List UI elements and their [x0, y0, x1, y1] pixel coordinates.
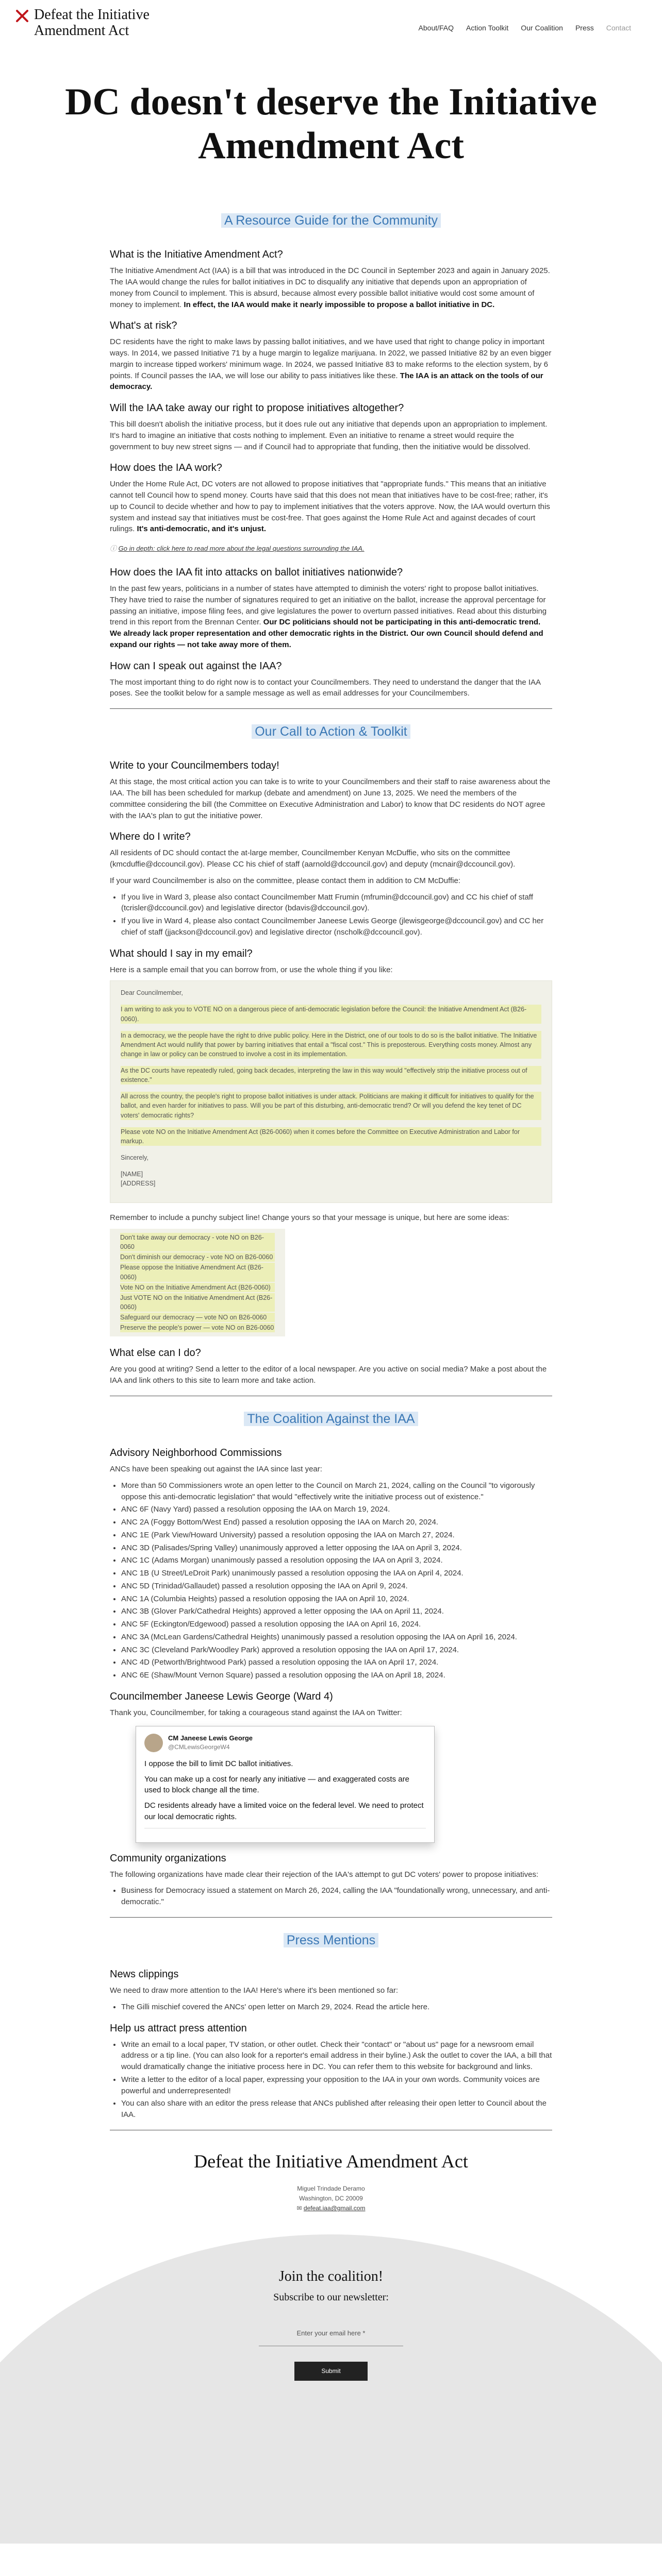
heading-speak-out: How can I speak out against the IAA?: [110, 660, 282, 672]
paragraph: At this stage, the most critical action you can take is to write to your Councilmembers and their staff to raise awareness about the IAA. The bill has been scheduled for markup (debate and amendment) on June 13, 2025. We need the members of the committee considering the bill (the Committee on Executive Administration and Labor) to know that DC residents do NOT agree with the IAA's plan to gut the initiative power.: [110, 777, 551, 820]
nav-coalition[interactable]: Our Coalition: [521, 24, 563, 32]
avatar: [144, 1734, 163, 1752]
tweet-text: You can make up a cost for nearly any initiative — and exaggerated costs are used to block change all the time.: [144, 1774, 409, 1795]
paragraph: The most important thing to do right now is to contact your Councilmembers. They need to understand the danger that the IAA poses. See the toolkit below for a sample message as well as email addresses for your Councilmembers.: [110, 677, 541, 698]
heading-whats-at-risk: What's at risk?: [110, 320, 177, 332]
x-mark-icon: [15, 9, 29, 23]
join-heading: Join the coalition!: [278, 2268, 384, 2284]
section-banner-guide: A Resource Guide for the Community: [110, 211, 552, 230]
letter-line: Please vote NO on the Initiative Amendment Act (B26-0060) when it comes before the Committee on Executive Administration and Labor for markup.: [121, 1127, 541, 1146]
list-item: • You can also share with an editor the press release that ANCs published after releasing their open letter to Council about the IAA.: [121, 2098, 552, 2121]
heading-cm-george: Councilmember Janeese Lewis George (Ward 4): [110, 1690, 333, 1702]
site-header: [0, 0, 662, 77]
paragraph: If your ward Councilmember is also on the committee, please contact them in addition to CM McDuffie:: [110, 876, 461, 885]
main-nav: [419, 23, 631, 77]
nav-press[interactable]: Press: [575, 24, 594, 32]
tweet-text: DC residents already have a limited voice on the federal level. We need to protect our local democratic rights.: [144, 1801, 424, 1821]
heading-take-away-right: Will the IAA take away our right to propose initiatives altogether?: [110, 402, 404, 414]
subject-line: Just VOTE NO on the Initiative Amendment Act (B26-0060): [120, 1293, 275, 1312]
list-item: • ANC 1C (Adams Morgan) unanimously passed a resolution opposing the IAA on April 3, 2024.: [121, 1555, 552, 1566]
letter-line: As the DC courts have repeatedly ruled, going back decades, interpreting the law in this way would "effectively strip the initiative process out of existence.": [121, 1066, 541, 1084]
sample-email: [110, 980, 552, 1203]
letter-line: [NAME] [ADDRESS]: [121, 1171, 156, 1188]
heading-where-write: Where do I write?: [110, 831, 191, 843]
main-content: [110, 211, 552, 2130]
letter-line: All across the country, the people's right to propose ballot initiatives is under attack. Politicians are making it difficult for initiatives to qualify for the ballot, and even harder for initiatives to pass. Will you be part of this disturbing, anti-democratic trend? Or will you defend the key tenet of DC voters' democratic rights?: [121, 1092, 541, 1120]
tips-list: [121, 2039, 552, 2121]
letter-line: Sincerely,: [121, 1154, 148, 1161]
heading-what-else: What else can I do?: [110, 1347, 201, 1359]
divider: [110, 708, 552, 709]
subject-line: Please oppose the Initiative Amendment Act (B26-0060): [120, 1263, 275, 1281]
heading-how-iaa-works: How does the IAA work?: [110, 462, 222, 474]
list-item: • ANC 2A (Foggy Bottom/West End) passed a resolution opposing the IAA on March 20, 2024.: [121, 1517, 552, 1528]
mail-icon: ✉: [296, 2205, 302, 2212]
paragraph: Are you good at writing? Send a letter to the editor of a local newspaper. Are you active on social media? Make a post about the IAA and link others to this site to learn more and take action.: [110, 1365, 547, 1385]
list-item: • ANC 1B (U Street/LeDroit Park) unanimously passed a resolution opposing the IAA on April 4, 2024.: [121, 1568, 552, 1579]
subject-line: Don't diminish our democracy - vote NO on B26-0060: [120, 1252, 275, 1262]
list-item: • ANC 3D (Palisades/Spring Valley) unanimously approved a letter opposing the IAA on April 3, 2024.: [121, 1543, 552, 1554]
section-banner-action: Our Call to Action & Toolkit: [110, 722, 552, 741]
paragraph: All residents of DC should contact the at-large member, Councilmember Kenyan McDuffie, who sits on the committee (kmcduffie@dccouncil.gov). Please CC his chief of staff (aarnold@dccouncil.gov) and deputy (mcnair@dccouncil.gov).: [110, 849, 516, 869]
subject-ideas: [110, 1229, 285, 1336]
footer-title: Defeat the Initiative Amendment Act: [194, 2150, 468, 2172]
paragraph: Remember to include a punchy subject line! Change yours so that your message is unique, but here are some ideas:: [110, 1213, 509, 1223]
list-item: • More than 50 Commissioners wrote an open letter to the Council on March 21, 2024, calling on the Council "to vigorously oppose this anti-democratic legislation" that would "effectively write the initiative process out of existence.": [121, 1480, 552, 1503]
list-item: • ANC 5F (Eckington/Edgewood) passed a resolution opposing the IAA on April 16, 2024.: [121, 1619, 552, 1630]
list-item: • ANC 3C (Cleveland Park/Woodley Park) approved a resolution opposing the IAA on April 17, 2024.: [121, 1645, 552, 1656]
heading-help-press: Help us attract press attention: [110, 2022, 247, 2034]
embedded-tweet[interactable]: [136, 1726, 435, 1843]
newsletter-section: [0, 2234, 662, 2544]
email-label: Enter your email here *: [296, 2329, 366, 2337]
clippings-list: [121, 2002, 552, 2013]
list-item: • Write a letter to the editor of a local paper, expressing your opposition to the IAA in your own words. Community voices are powerful and underrepresented!: [121, 2074, 552, 2097]
logo[interactable]: [15, 7, 189, 77]
footer-email[interactable]: defeat.iaa@gmail.com: [303, 2205, 366, 2212]
page-title: DC doesn't deserve the Initiative Amendment Act: [65, 81, 597, 167]
heading-what-say: What should I say in my email?: [110, 947, 253, 959]
nav-contact[interactable]: Contact: [606, 24, 631, 32]
heading-news-clippings: News clippings: [110, 1969, 179, 1980]
list-item: • ANC 1A (Columbia Heights) passed a resolution opposing the IAA on April 10, 2024.: [121, 1594, 552, 1605]
letter-line: Dear Councilmember,: [121, 989, 183, 997]
subject-line: Vote NO on the Initiative Amendment Act (B26-0060): [120, 1283, 275, 1292]
list-item: • Write an email to a local paper, TV station, or other outlet. Check their "contact" or "about us" page for a newsroom email address or a tip line. (You can also look for a reporter's email address in their byline.) Ask the outlet to cover the IAA, a bill that would dramatically change the initiative process here in DC. You can refer them to this website for background and links.: [121, 2039, 552, 2073]
subscribe-heading: Subscribe to our newsletter:: [273, 2292, 389, 2303]
subject-line: Preserve the people's power — vote NO on B26-0060: [120, 1323, 275, 1332]
paragraph: We need to draw more attention to the IAA! Here's where it's been mentioned so far:: [110, 1986, 399, 1995]
anc-list: [121, 1480, 552, 1681]
paragraph: In the past few years, politicians in a number of states have attempted to diminish the voters' right to propose ballot initiatives. They have tried to raise the number of signatures required to get an initiative on the ballot, increase the approval percentage for passing an initiative, impose filing fees, and give legislatures the power to overturn passed initiatives. Read about this disturbing trend in this report from the Brennan Center. Our DC politicians should not be participating in this anti-democratic trend. We already lack proper representation and other democratic rights in the District. Our own Council should defend and expand our rights — not take away more of them.: [110, 584, 547, 649]
submit-button[interactable]: Submit: [294, 2362, 367, 2381]
subject-line: Don't take away our democracy - vote NO on B26-0060: [120, 1233, 275, 1251]
paragraph: Here is a sample email that you can borrow from, or use the whole thing if you like:: [110, 965, 393, 974]
nav-about[interactable]: About/FAQ: [418, 24, 454, 32]
section-banner-press: Press Mentions: [110, 1931, 552, 1950]
paragraph: The following organizations have made clear their rejection of the IAA's attempt to gut DC voters' power to propose initiatives:: [110, 1870, 539, 1879]
tweet-author: [144, 1734, 426, 1752]
list-item: • ANC 1E (Park View/Howard University) passed a resolution opposing the IAA on March 27, 2024.: [121, 1530, 552, 1541]
list-item: • ANC 4D (Petworth/Brightwood Park) passed a resolution opposing the IAA on April 17, 2024.: [121, 1657, 552, 1668]
paragraph: DC residents have the right to make laws by passing ballot initiatives, and we have used that right to change policy in important ways. In 2014, we passed Initiative 71 by a huge margin to legalize marijuana. In 2022, we passed Initiative 82 by an even bigger margin to increase tipped workers' minimum wage. In 2024, we passed Initiative 83 to make reforms to the election system, by 6 points. If Council passes the IAA, we will lose our ability to pass initiatives like these. The IAA is an attack on the tools of our democracy.: [110, 337, 552, 392]
heading-what-is-iaa: What is the Initiative Amendment Act?: [110, 249, 283, 261]
list-item: • If you live in Ward 4, please also contact Councilmember Janeese Lewis George (jlewisgeorge@dccouncil.gov) and CC her chief of staff (jjackson@dccouncil.gov) and legislative director (nscholk@dccouncil.gov).: [121, 916, 552, 938]
list-item: • ANC 6E (Shaw/Mount Vernon Square) passed a resolution opposing the IAA on April 18, 2024.: [121, 1670, 552, 1681]
list-item: • ANC 6F (Navy Yard) passed a resolution opposing the IAA on March 19, 2024.: [121, 1504, 552, 1515]
letter-line: I am writing to ask you to VOTE NO on a dangerous piece of anti-democratic legislation before the Council: the Initiative Amendment Act (B26-0060).: [121, 1005, 541, 1023]
tweet-text: I oppose the bill to limit DC ballot initiatives.: [144, 1759, 293, 1768]
heading-ancs: Advisory Neighborhood Commissions: [110, 1447, 282, 1459]
logo-text: Defeat the Initiative Amendment Act: [34, 7, 150, 39]
subject-line: Safeguard our democracy — vote NO on B26-0060: [120, 1313, 275, 1322]
in-depth-link[interactable]: ⓘ Go in depth: click here to read more about the legal questions surrounding the IAA.: [110, 545, 365, 553]
list-item: • Business for Democracy issued a statement on March 26, 2024, calling the IAA "foundationally wrong, unnecessary, and anti-democratic.": [121, 1885, 552, 1908]
list-item: • ANC 3A (McLean Gardens/Cathedral Heights) unanimously passed a resolution opposing the IAA on April 16, 2024.: [121, 1632, 552, 1643]
paragraph: The Initiative Amendment Act (IAA) is a bill that was introduced in the DC Council in September 2023 and again in January 2025. The IAA would change the rules for ballot initiatives in DC to disqualify any initiative that depends upon an appropriation of money from Council to implement. This is absurd, because almost every possible ballot initiative would cost some amount of money to implement. In effect, the IAA would make it nearly impossible to propose a ballot initiative in DC.: [110, 266, 550, 309]
list-item: • The Gilli mischief covered the ANCs' open letter on March 29, 2024. Read the article here.: [121, 2002, 552, 2013]
list-item: • If you live in Ward 3, please also contact Councilmember Matt Frumin (mfrumin@dccouncil.gov) and CC his chief of staff (tcrisler@dccouncil.gov) and legislative director (bdavis@dccouncil.gov).: [121, 892, 552, 914]
tweet-footer: [144, 1828, 426, 1835]
nav-toolkit[interactable]: Action Toolkit: [466, 24, 509, 32]
tweet-name: CM Janeese Lewis George: [168, 1734, 253, 1742]
ward-list: [121, 892, 552, 938]
tweet-handle: @CMLewisGeorgeW4: [168, 1743, 230, 1751]
list-item: • ANC 3B (Glover Park/Cathedral Heights) approved a letter opposing the IAA on April 11, 2024.: [121, 1606, 552, 1617]
heading-write-cms: Write to your Councilmembers today!: [110, 760, 279, 772]
paragraph: ANCs have been speaking out against the IAA since last year:: [110, 1465, 322, 1474]
paragraph: Under the Home Rule Act, DC voters are not allowed to propose initiatives that "appropriate funds." This means that an initiative cannot tell Council how to spend money. Courts have said that this does not mean that initiatives have to be cost-free; rather, it's up to Council to decide whether and how to pay to implement initiatives that the voters approve. Now, the IAA would overturn this system and instead say that initiatives must be cost-free. That goes against the Home Rule Act and against decades of court rulings. It's anti-democratic, and it's unjust.: [110, 480, 550, 534]
footer-address: Miguel Trindade Deramo Washington, DC 20009 ✉ defeat.iaa@gmail.com: [296, 2184, 366, 2212]
heading-nationwide: How does the IAA fit into attacks on ballot initiatives nationwide?: [110, 567, 403, 579]
org-list: [121, 1885, 552, 1908]
list-item: • ANC 5D (Trinidad/Gallaudet) passed a resolution opposing the IAA on April 9, 2024.: [121, 1581, 552, 1592]
section-banner-coalition: The Coalition Against the IAA: [110, 1410, 552, 1428]
letter-line: In a democracy, we the people have the right to drive public policy. Here in the District, one of our tools to do so is the ballot initiative. The Initiative Amendment Act would nullify that power by barring initiatives that entail a "fiscal cost." This is preposterous. Everything costs money. Almost any change in law or policy can be construed to involve a cost in its implementation.: [121, 1031, 541, 1059]
divider: [110, 1917, 552, 1918]
paragraph: This bill doesn't abolish the initiative process, but it does rule out any initiative that depends upon an appropriation to implement. It's hard to imagine an initiative that costs nothing to implement. Even an initiative to rename a street would require the government to buy new street signs — and if Council had to appropriate that funding, then the initiative would be dissolved.: [110, 420, 548, 451]
heading-community-orgs: Community organizations: [110, 1852, 226, 1864]
paragraph: Thank you, Councilmember, for taking a courageous stand against the IAA on Twitter:: [110, 1708, 402, 1717]
